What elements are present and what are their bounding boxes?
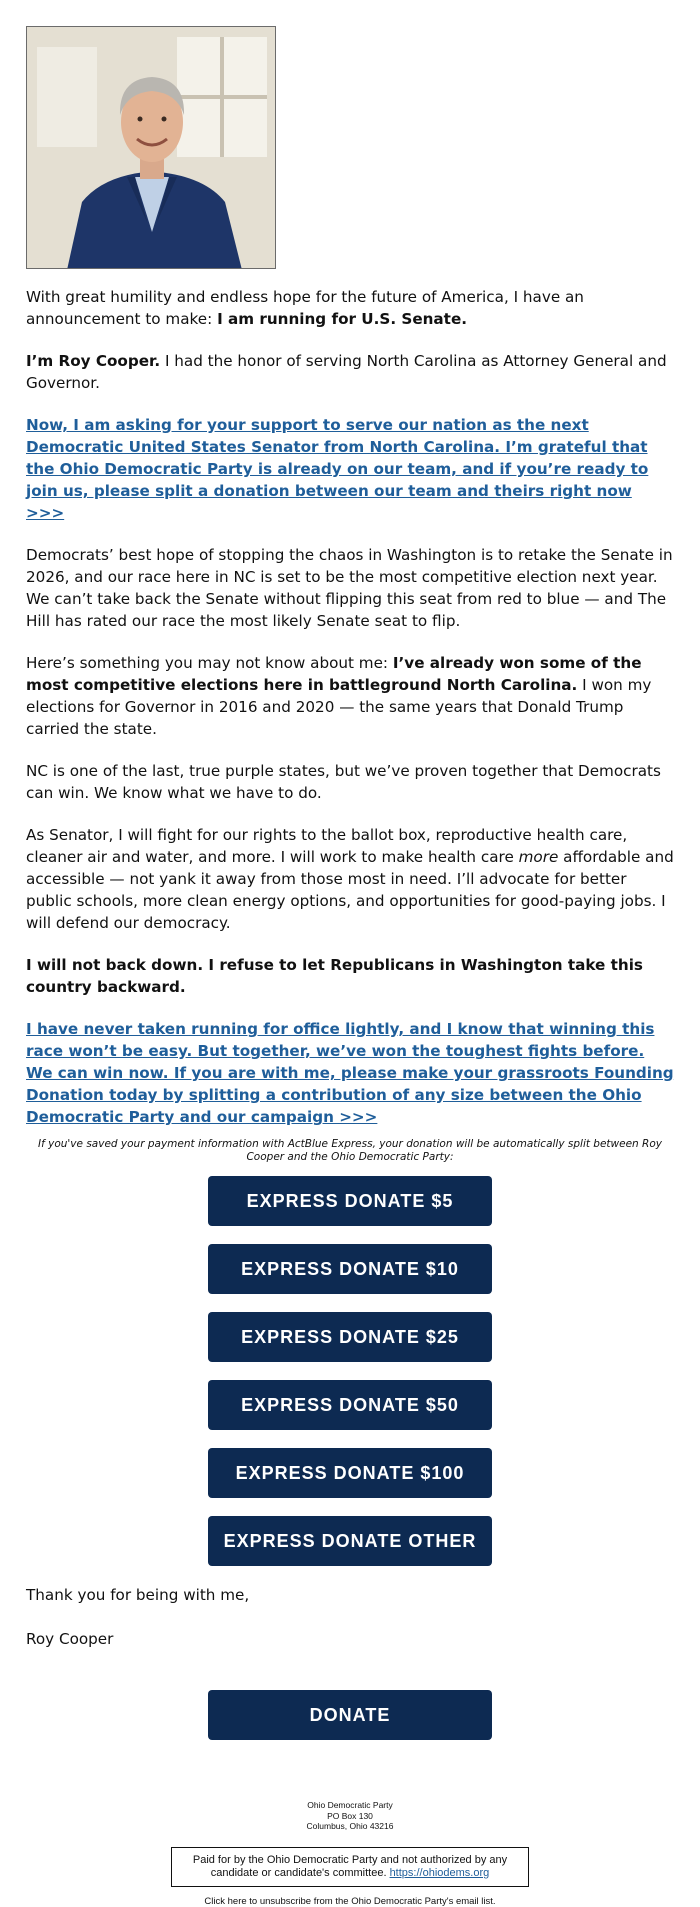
donation-link-paragraph-1 bbox=[26, 414, 674, 524]
paid-for-wrap bbox=[26, 1847, 674, 1887]
express-donate-5-button[interactable]: EXPRESS DONATE $5 bbox=[208, 1176, 492, 1226]
express-donate-5-wrap bbox=[26, 1176, 674, 1226]
express-donate-25-button[interactable]: EXPRESS DONATE $25 bbox=[208, 1312, 492, 1362]
intro-text: With great humility and endless hope for the future of America, I have an announcement to make: bbox=[26, 288, 584, 328]
senator-italic: more bbox=[518, 848, 559, 866]
donate-button[interactable]: DONATE bbox=[208, 1690, 492, 1740]
actblue-express-note: If you've saved your payment information with ActBlue Express, your donation will be automatically split between Roy Cooper and the Ohio Democratic Party: bbox=[38, 1138, 662, 1163]
express-donate-50-button[interactable]: EXPRESS DONATE $50 bbox=[208, 1380, 492, 1430]
bio-text: I had the honor of serving North Carolina as Attorney General and Governor. bbox=[26, 352, 667, 392]
closing-thanks: Thank you for being with me, bbox=[26, 1586, 250, 1604]
senator-tail: affordable and accessible — not yank it away from those most in need. I’ll advocate for better public schools, more clean energy options, and opportunities for good-paying jobs. I will defend our democracy. bbox=[26, 848, 674, 932]
paid-for-text: Paid for by the Ohio Democratic Party and not authorized by any candidate or candidate's committee. bbox=[192, 1853, 508, 1879]
senator-priorities-paragraph bbox=[26, 824, 674, 934]
back-down-paragraph bbox=[26, 954, 674, 998]
intro-bold: I am running for U.S. Senate. bbox=[217, 310, 468, 328]
candidate-portrait-image bbox=[26, 26, 276, 269]
bio-paragraph bbox=[26, 350, 674, 394]
won-bold: I’ve already won some of the most competitive elections here in battleground North Carolina. bbox=[26, 654, 642, 694]
ohiodems-link[interactable]: https://ohiodems.org bbox=[389, 1866, 490, 1879]
unsubscribe-link[interactable]: Click here to unsubscribe from the Ohio Democratic Party's email list. bbox=[204, 1895, 496, 1907]
email-body bbox=[26, 26, 674, 1907]
express-donate-100-wrap bbox=[26, 1448, 674, 1498]
footer-city: Columbus, Ohio 43216 bbox=[306, 1821, 394, 1831]
express-donate-10-wrap bbox=[26, 1244, 674, 1294]
express-donate-50-wrap bbox=[26, 1380, 674, 1430]
donate-wrap bbox=[26, 1690, 674, 1740]
bio-bold: I’m Roy Cooper. bbox=[26, 352, 161, 370]
footer-org: Ohio Democratic Party bbox=[307, 1800, 393, 1810]
footer-address bbox=[26, 1800, 674, 1832]
express-donate-other-wrap bbox=[26, 1516, 674, 1566]
senator-lead: As Senator, I will fight for our rights to the ballot box, reproductive health care, cleaner air and water, and more. I will work to make health care bbox=[26, 826, 628, 866]
won-elections-paragraph bbox=[26, 652, 674, 740]
founding-donation-link[interactable]: I have never taken running for office lightly, and I know that winning this race won’t be easy. But together, we’ve won the toughest fights before. We can win now. If you are with me, please make your grassroots Founding Donation today by splitting a contribution of any size between the Ohio Democratic Party and our campaign >>> bbox=[26, 1020, 674, 1126]
intro-paragraph bbox=[26, 286, 674, 330]
closing-signature: Roy Cooper bbox=[26, 1630, 114, 1648]
express-donate-100-button[interactable]: EXPRESS DONATE $100 bbox=[208, 1448, 492, 1498]
split-donation-link-1[interactable]: Now, I am asking for your support to serve our nation as the next Democratic United States Senator from North Carolina. I’m grateful that the Ohio Democratic Party is already on our team, and if you’re ready to join us, please split a donation between our team and theirs right now >>> bbox=[26, 416, 649, 522]
express-donate-10-button[interactable]: EXPRESS DONATE $10 bbox=[208, 1244, 492, 1294]
back-down-bold: I will not back down. I refuse to let Republicans in Washington take this country backward. bbox=[26, 956, 643, 996]
express-donate-other-button[interactable]: EXPRESS DONATE OTHER bbox=[208, 1516, 492, 1566]
chaos-paragraph: Democrats’ best hope of stopping the chaos in Washington is to retake the Senate in 2026, and our race here in NC is set to be the most competitive election next year. We can’t take back the Senate without flipping this seat from red to blue — and The Hill has rated our race the most likely Senate seat to flip. bbox=[26, 546, 673, 630]
express-donate-25-wrap bbox=[26, 1312, 674, 1362]
won-tail: I won my elections for Governor in 2016 and 2020 — the same years that Donald Trump carried the state. bbox=[26, 676, 652, 738]
footer-po-box: PO Box 130 bbox=[327, 1810, 373, 1821]
won-lead: Here’s something you may not know about me: bbox=[26, 654, 393, 672]
paid-for-disclaimer bbox=[171, 1847, 529, 1887]
donation-link-paragraph-2 bbox=[26, 1018, 674, 1128]
purple-state-paragraph: NC is one of the last, true purple states, but we’ve proven together that Democrats can win. We know what we have to do. bbox=[26, 762, 661, 802]
